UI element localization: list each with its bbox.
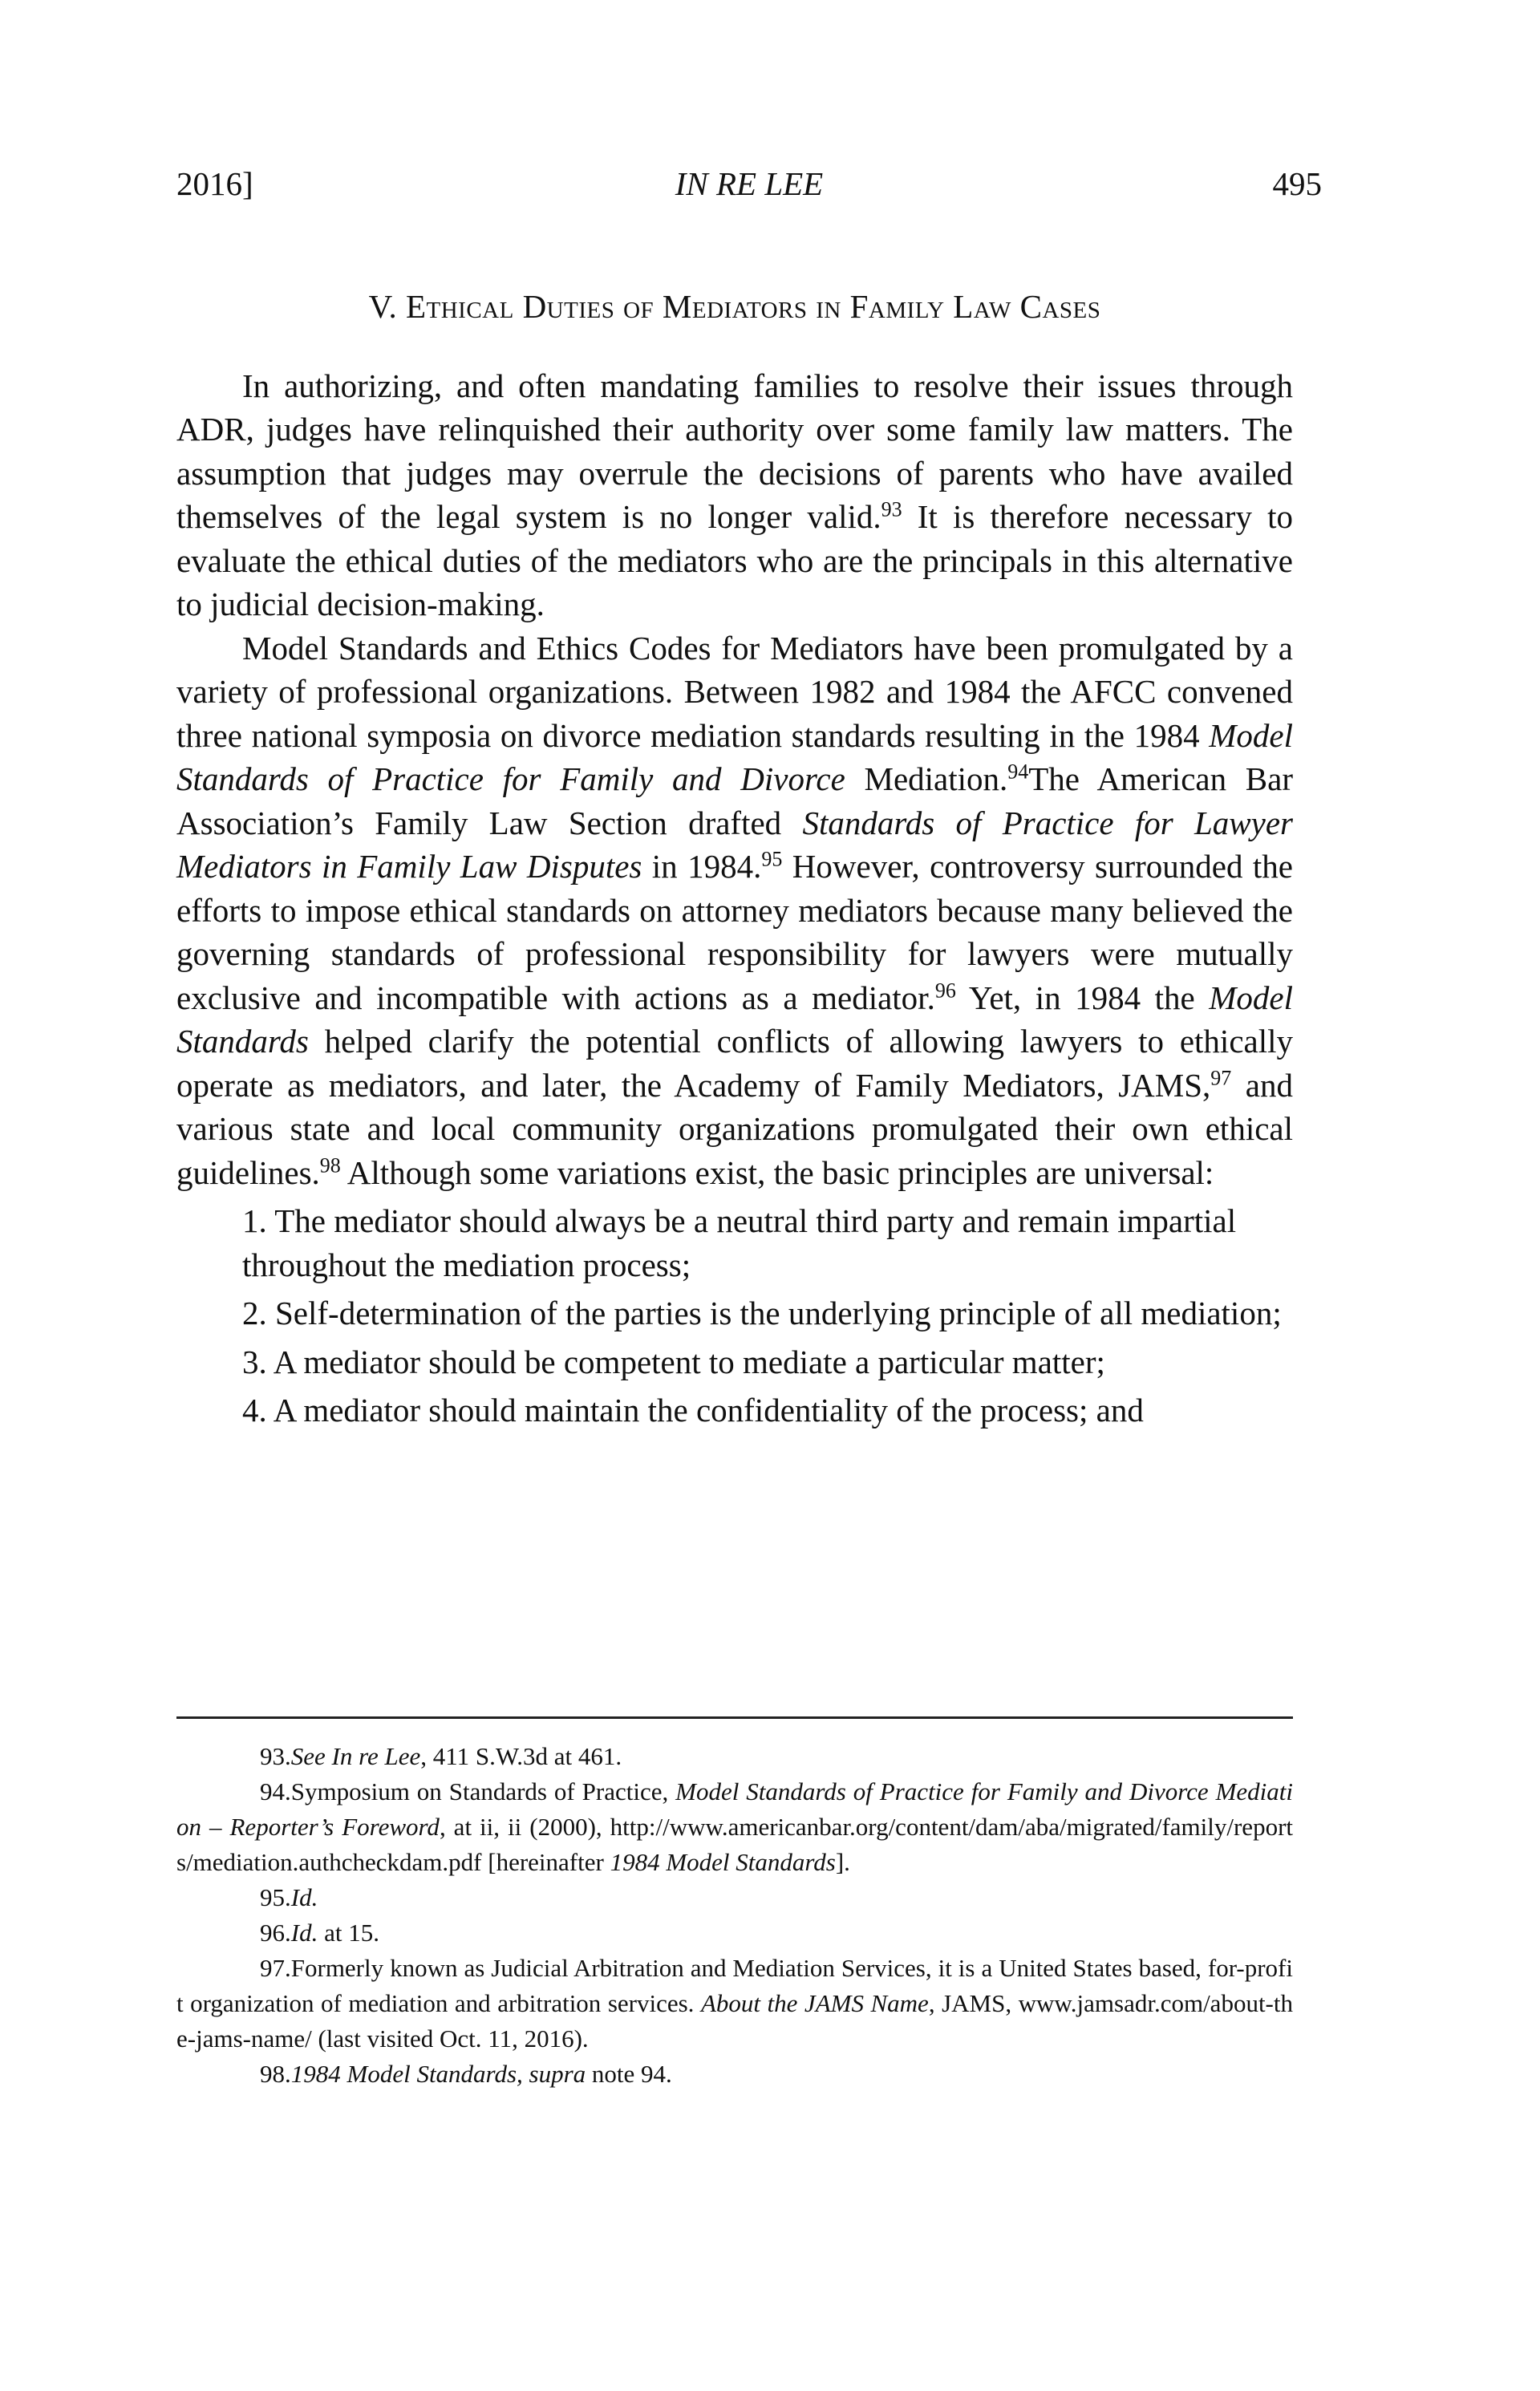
section-title: Ethical Duties of Mediators in Family Law Cases: [405, 288, 1101, 325]
footnote-ref-96[interactable]: 96: [934, 978, 956, 1002]
header-year: 2016]: [176, 165, 253, 202]
footnote-98: 98.1984 Model Standards, supra note 94.: [260, 2060, 672, 2088]
footnote-94: 94.Symposium on Standards of Practice, Model Standards of Practice for Family and Divorce Mediation – Reporter’s Foreword, at ii, ii (2000), http://www.americanbar.org/content/dam/aba/migrated/family/reports/mediation.authcheckdam.pdf [hereinafter 1984 Model Standards].: [176, 1777, 1294, 1876]
footnotes: [176, 1739, 1293, 2092]
list-item: 1. The mediator should always be a neutral third party and remain impartial throughout the mediation process;: [242, 1202, 1237, 1283]
section-numeral: V.: [368, 288, 398, 325]
footnote-94-link[interactable]: , at ii, ii (2000), http://www.americanbar.org/content/dam/aba/migrated/family/reports/mediation.authcheckdam.pdf [hereinafter: [176, 1813, 1294, 1876]
page-number: 495: [1272, 165, 1322, 202]
principles-list: [176, 1199, 1293, 1433]
paragraph-2: Model Standards and Ethics Codes for Mediators have been promulgated by a variety of professional organizations. Between 1982 and 1984 the AFCC convened three national symposia on divorce mediation standards resulting in the 1984 Model Standards of Practice for Family and Divorce Mediation.$^{94}$The American Bar Association’s Family Law Section drafted Standards of Practice for Lawyer Mediators in Family Law Disputes in 1984.95 However, controversy surrounded the efforts to impose ethical standards on attorney mediators because many believed the governing standards of professional responsibility for lawyers were mutually exclusive and incompatible with actions as a mediator.$^{96}$ Yet, in 1984 the Model Standards helped clarify the potential conflicts of allowing lawyers to ethically operate as mediators, and later, the Academy of Family Mediators, JAMS,$^{97}$ and various state and local community organizations promulgated their own ethical guidelines.$^{98}$ Although some variations exist, the basic principles are universal:: [176, 629, 1293, 1191]
footnote-ref-94[interactable]: 94: [1007, 760, 1029, 784]
header-title: IN RE LEE: [675, 165, 824, 202]
footnote-93: 93.See In re Lee, 411 S.W.3d at 461.: [260, 1742, 622, 1770]
list-item: 2. Self-determination of the parties is the underlying principle of all mediation;: [242, 1295, 1282, 1331]
footnote-divider: [176, 1716, 1293, 1719]
paragraph-1: In authorizing, and often mandating families to resolve their issues through ADR, judges have relinquished their authority over some family law matters. The assumption that judges may overrule the decisions of parents who have availed themselves of the legal system is no longer valid.$^{93}$ It is therefore necessary to evaluate the ethical duties of the mediators who are the principals in this alternative to judicial decision-making.: [176, 367, 1293, 622]
main-text: [176, 285, 1293, 1437]
footnote-97: 97.Formerly known as Judicial Arbitration and Mediation Services, it is a United States based, for-profit organization of mediation and arbitration services. About the JAMS Name, JAMS, www.jamsadr.com/about-the-jams-name/ (last visited Oct. 11, 2016).: [176, 1954, 1293, 2053]
footnote-96: 96.Id. at 15.: [260, 1919, 379, 1947]
list-item: 3. A mediator should be competent to mediate a particular matter;: [242, 1343, 1105, 1380]
footnote-ref-95[interactable]: 95: [761, 847, 783, 871]
footnote-ref-93[interactable]: 93: [881, 497, 902, 521]
footnote-ref-98[interactable]: 98: [319, 1153, 341, 1177]
footnote-ref-97[interactable]: 97: [1210, 1065, 1232, 1089]
list-item: 4. A mediator should maintain the confidentiality of the process; and: [242, 1392, 1144, 1429]
section-heading: [176, 285, 1293, 329]
running-header: [176, 164, 1322, 213]
footnote-95: 95.Id.: [260, 1883, 318, 1911]
footnote-97-link[interactable]: , JAMS, www.jamsadr.com/about-the-jams-name/ (last visited Oct. 11, 2016).: [176, 1989, 1293, 2053]
